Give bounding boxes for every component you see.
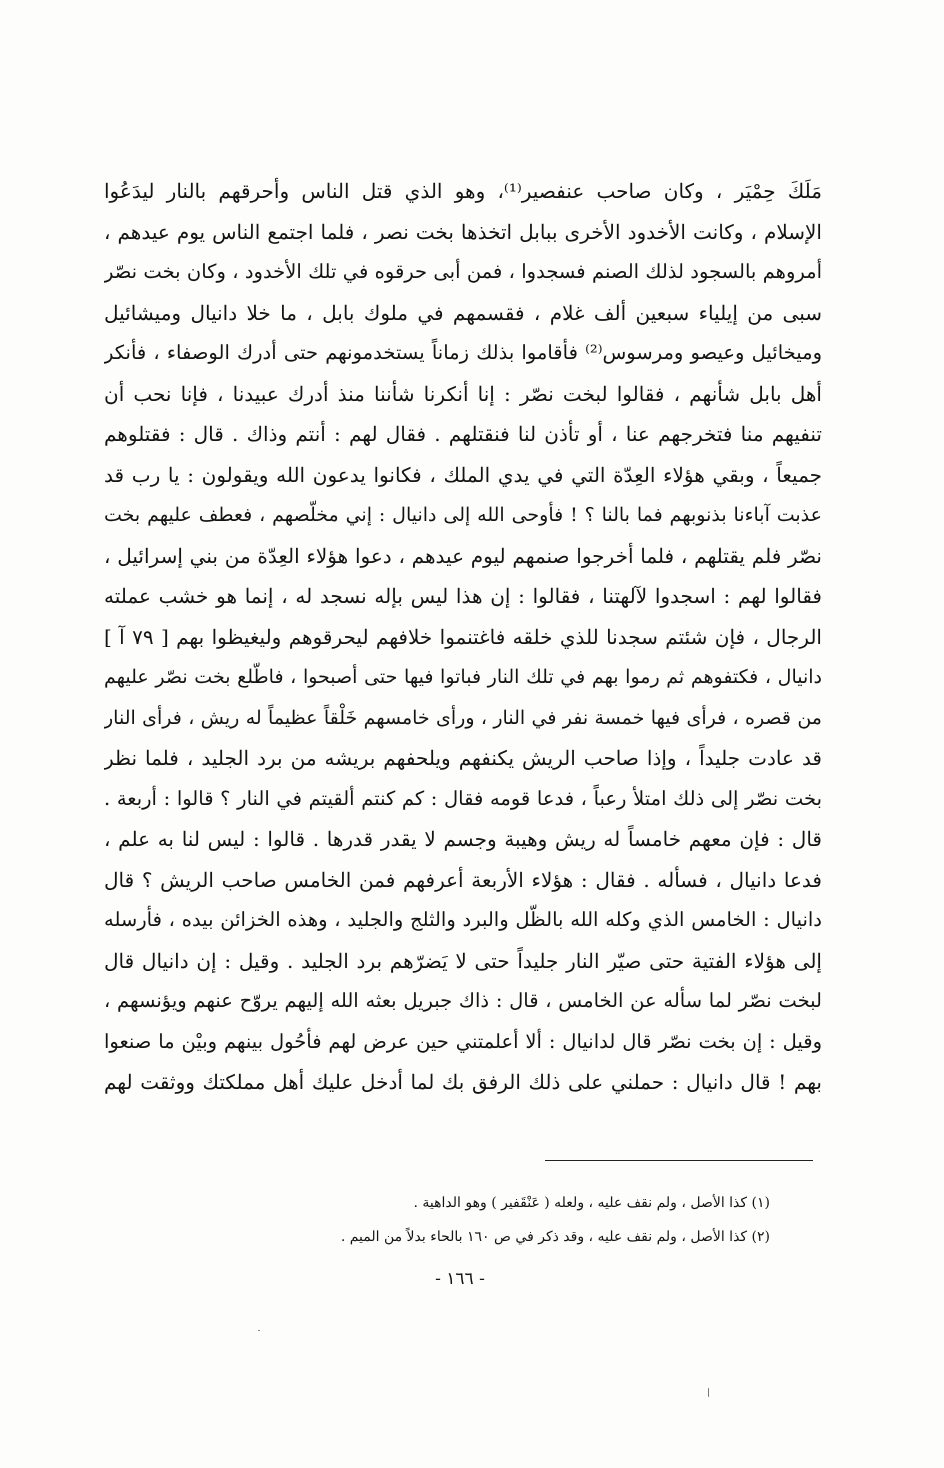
page-number: - ١٦٦ -	[435, 1269, 485, 1289]
text-line: وميخائيل وعيصو ومرسوس⁽²⁾ فأقاموا بذلك زماناً يستخدمونهم حتى أدرك الوصفاء ، فأنكر	[104, 341, 822, 364]
text-line: أمروهم بالسجود لذلك الصنم فسجدوا ، فمن أبى حرقوه في تلك الأخدود ، وكان بخت نصّر	[104, 260, 822, 283]
footnote-separator	[545, 1160, 813, 1161]
footnote: (١) كذا الأصل ، ولم نقف عليه ، ولعله ( عَنْقَفير ) وهو الداهية .	[413, 1195, 770, 1211]
text-line: فقالوا لهم : اسجدوا لآلهتنا ، فقالوا : إن هذا ليس بإله نسجد له ، إنما هو خشب عملته	[104, 584, 822, 608]
text-line: الرجال ، فإن شئتم سجدنا للذي خلقه فاغتنموا خلافهم ليحرقوهم وليغيظوا بهم [ ٧٩ آ ]	[104, 624, 822, 649]
footnotes	[300, 1186, 770, 1254]
text-line: وقيل : إن بخت نصّر قال لدانيال : ألا أعلمتني حين عرض لهم فأحُول بينهم وبيْن ما صنعوا	[104, 1029, 822, 1053]
text-line: سبى من إيلياء سبعين ألف غلام ، فقسمهم في ملوك بابل ، ما خلا دانيال وميشائيل	[104, 300, 822, 325]
text-line: دانيال ، فكتفوهم ثم رموا بهم في تلك النار فباتوا فيها حتى أصبحوا ، فاطّلع بخت نصّر عليهم	[104, 666, 822, 688]
text-line: فدعا دانيال ، فسأله . فقال : هؤلاء الأربعة أعرفهم فمن الخامس صاحب الريش ؟ قال	[104, 867, 822, 892]
scan-speck	[708, 1388, 709, 1397]
text-line: لبخت نصّر لما سأله عن الخامس ، قال : ذاك جبريل بعثه الله إليهم يروّح عنهم ويؤنسهم ،	[104, 989, 822, 1012]
text-line: نصّر فلم يقتلهم ، فلما أخرجوا صنمهم ليوم عيدهم ، دعوا هؤلاء العِدّة من بني إسرائيل ،	[104, 543, 822, 568]
text-line: دانيال : الخامس الذي وكله الله بالظّل والبرد والثلج والجليد ، وهذه الخزائن بيده ، فأرسله	[104, 908, 822, 931]
main-text-block	[104, 171, 822, 1103]
text-line: جميعاً ، وبقي هؤلاء العِدّة التي في يدي الملك ، فكانوا يدعون الله ويقولون : يا رب قد	[104, 462, 822, 487]
text-line: قد عادت جليداً ، وإذا صاحب الريش يكنفهم ويلحفهم بريشه من برد الجليد ، فلما نظر	[104, 746, 822, 770]
text-line: الإسلام ، وكانت الأخدود الأخرى ببابل اتخذها بخت نصر ، فلما اجتمع الناس يوم عيدهم ،	[104, 219, 822, 244]
text-line: عذبت آباءنا بذنوبهم فما بالنا ؟ ! فأوحى الله إلى دانيال : إني مخلّصهم ، فعطف عليهم بخت	[104, 504, 822, 526]
scan-speck	[258, 1330, 260, 1331]
footnote: (٢) كذا الأصل ، ولم نقف عليه ، وقد ذكر في ص ١٦٠ بالحاء بدلاً من الميم .	[340, 1229, 770, 1245]
text-line: أهل بابل شأنهم ، فقالوا لبخت نصّر : إنا أنكرنا شأننا منذ أدرك عبيدنا ، فإنا نحب أن	[104, 381, 822, 406]
text-line: تنفيهم منا فتخرجهم عنا ، أو تأذن لنا فنقتلهم . فقال لهم : أنتم وذاك . قال : فقتلوهم	[104, 422, 822, 446]
text-line: بخت نصّر إلى ذلك امتلأ رعباً ، فدعا قومه فقال : كم كنتم ألقيتم في النار ؟ قالوا : أربعة .	[104, 786, 822, 810]
text-line: مَلَكَ حِمْيَر ، وكان صاحب عنفصير⁽¹⁾، وهو الذي قتل الناس وأحرقهم بالنار ليدَعُوا	[104, 179, 822, 203]
text-line: بهم ! قال دانيال : حملني على ذلك الرفق بك لما أدخل عليك أهل مملكتك ووثقت لهم	[104, 1070, 822, 1094]
text-line: قال : فإن معهم خامساً له ريش وهيبة وجسم لا يقدر قدرها . قالوا : ليس لنا به علم ،	[104, 827, 822, 851]
text-line: إلى هؤلاء الفتية حتى صيّر النار جليداً حتى لا يَضرّهم برد الجليد . وقيل : إن دانيال قال	[104, 948, 822, 973]
text-line: من قصره ، فرأى فيها خمسة نفر في النار ، ورأى خامسهم خَلْقاً عظيماً له ريش ، فرأى النار	[104, 706, 822, 729]
